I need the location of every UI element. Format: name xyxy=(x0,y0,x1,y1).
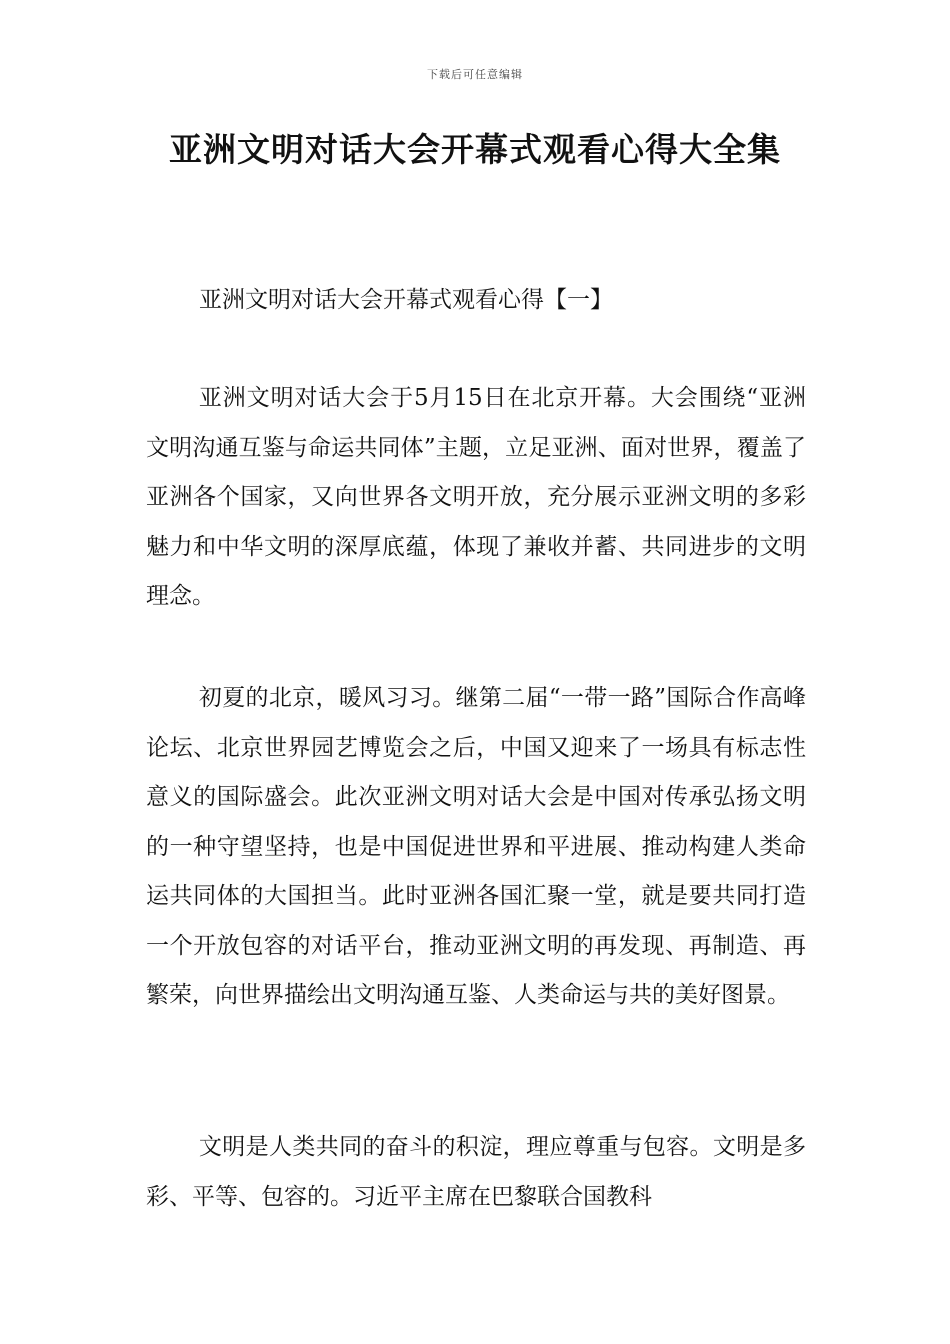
paragraph-1: 亚洲文明对话大会于5月15日在北京开幕。大会围绕“亚洲文明沟通互鉴与命运共同体”主题，立足亚洲、面对世界，覆盖了亚洲各个国家，又向世界各文明开放，充分展示亚洲文明的多彩魅力和中华文明的深厚底蕴，体现了兼收并蓄、共同进步的文明理念。 xyxy=(146,385,806,609)
header-note: 下载后可任意编辑 xyxy=(427,68,523,81)
paragraph-3: 文明是人类共同的奋斗的积淀，理应尊重与包容。文明是多彩、平等、包容的。习近平主席在巴黎联合国教科 xyxy=(146,1134,806,1210)
document-title: 亚洲文明对话大会开幕式观看心得大全集 xyxy=(169,130,781,169)
section-heading: 亚洲文明对话大会开幕式观看心得【一】 xyxy=(199,287,613,313)
paragraph-2: 初夏的北京，暖风习习。继第二届“一带一路”国际合作高峰论坛、北京世界园艺博览会之后，中国又迎来了一场具有标志性意义的国际盛会。此次亚洲文明对话大会是中国对传承弘扬文明的一种守望坚持，也是中国促进世界和平进展、推动构建人类命运共同体的大国担当。此时亚洲各国汇聚一堂，就是要共同打造一个开放包容的对话平台，推动亚洲文明的再发现、再制造、再繁荣，向世界描绘出文明沟通互鉴、人类命运与共的美好图景。 xyxy=(146,685,806,1008)
